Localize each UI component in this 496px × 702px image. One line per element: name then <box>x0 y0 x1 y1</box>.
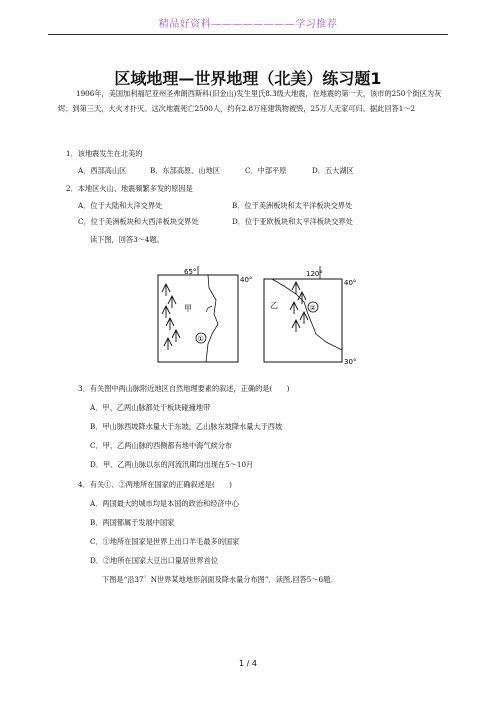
map-right-frame <box>264 279 342 362</box>
intro-paragraph: 1906年，美国加利福尼亚州圣弗朗西斯科(旧金山)发生里氏8.3级大地震，在地震的第一天，该市的250个街区为灰烬；到第三天，大火才扑灭。这次地震死亡2500人，约有2.8万座建筑物被毁，25万人无家可归。据此回答1～2 <box>58 89 442 113</box>
q3-option-b: B．甲山脉西坡降水量大于东坡，乙山脉东坡降水量大于西坡 <box>90 422 283 431</box>
q1-option-b: B．东部高原、山地区 <box>150 166 220 175</box>
q4-option-a: A．两国最大的城市均是本国的政治和经济中心 <box>90 499 239 508</box>
q2-option-d: D．位于亚欧板块和太平洋板块交界处 <box>232 217 353 226</box>
map-right-marker: ② <box>309 304 316 312</box>
q4-option-b: B．两国都属于发展中国家 <box>90 518 175 527</box>
q3-option-d: D．甲、乙两山脉以东的河流汛期均出现在5～10月 <box>90 460 254 469</box>
map-right-lat-top-label: 40° <box>344 279 357 287</box>
header-text: 精品好资料————————学习推荐 <box>158 19 338 30</box>
map-left-lat-label: 40° <box>240 276 253 284</box>
q2-stem: 2．本地区火山、地震频繁多发的原因是 <box>66 184 193 193</box>
map-right-region-label: 乙 <box>270 301 278 310</box>
q4-option-c: C．①地所在国家是世界上出口羊毛最多的国家 <box>90 537 240 546</box>
q2-option-c: C．位于美洲板块和大西洋板块交界处 <box>78 217 199 226</box>
map-left <box>146 266 256 372</box>
q3-option-a: A．甲、乙两山脉都处于板块碰撞地带 <box>90 403 211 412</box>
q1-option-a: A．西部高山区 <box>78 166 127 175</box>
map-left-marker: ① <box>197 335 204 343</box>
q2-option-b: B．位于美洲板块和太平洋板块交界处 <box>232 201 353 210</box>
map-left-lon-label: 65° <box>184 268 197 276</box>
map-right-lat-bottom-label: 30° <box>344 358 357 366</box>
q4-option-d: D．②地所在国家大豆出口量居世界首位 <box>90 556 218 565</box>
q2-option-a: A．位于大陆和大洋交界处 <box>78 201 163 210</box>
next-section-intro: 下图是“沿37゜N世界某地地形剖面及降水量分布图”．读图,回答5～6题。 <box>102 575 338 584</box>
q3-stem: 3．有关图中两山脉附近地区自然地理要素的叙述，正确的是( ) <box>78 384 290 393</box>
page-number: 1 / 4 <box>239 659 257 668</box>
q4-stem: 4．有关①、②两地所在国家的正确叙述是( ) <box>78 480 232 489</box>
map-left-region-label: 甲 <box>184 304 192 313</box>
map-intro: 读下图，回答3～4题。 <box>90 235 164 244</box>
header-rule <box>48 34 448 35</box>
q1-option-d: D．五大湖区 <box>312 166 354 175</box>
page-title: 区域地理—世界地理（北美）练习题1 <box>114 69 382 88</box>
q3-option-c: C．甲、乙两山脉的西侧都有地中海气候分布 <box>90 441 233 450</box>
q1-option-c: C．中部平原 <box>245 166 287 175</box>
map-right <box>256 266 366 372</box>
page-header <box>0 12 496 31</box>
map-right-lon-label: 120° <box>306 270 323 278</box>
q1-stem: 1．该地震发生在北美的 <box>66 149 143 158</box>
